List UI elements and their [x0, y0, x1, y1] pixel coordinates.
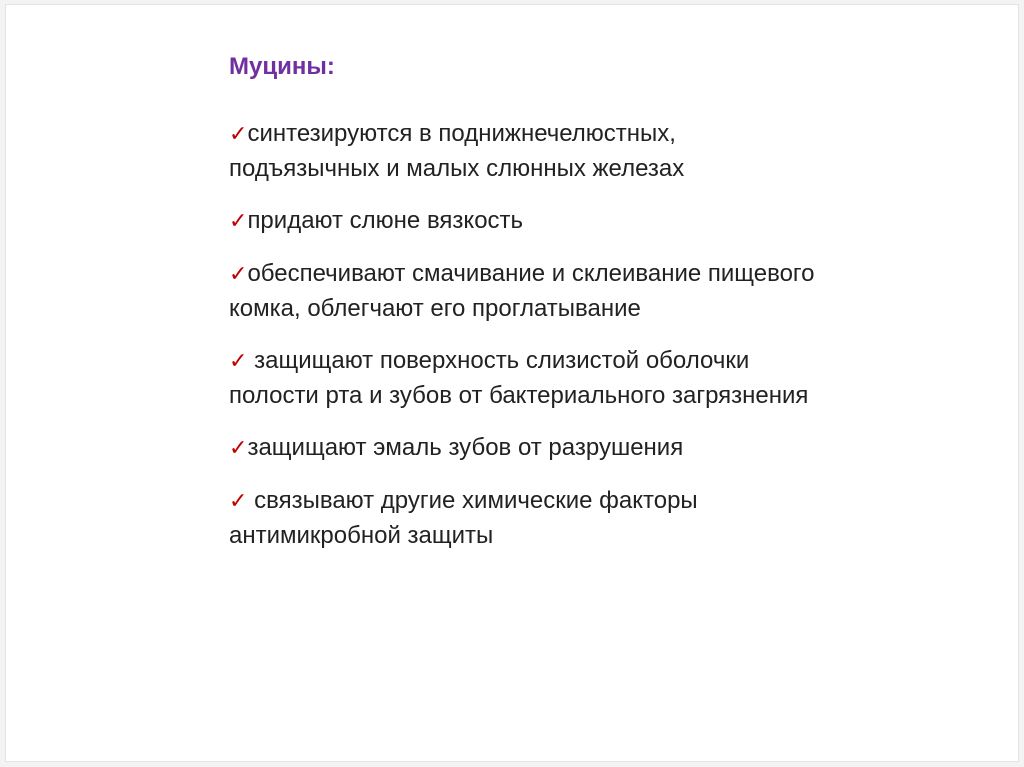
item-text: синтезируются в поднижнечелюстных, подъязычных и малых слюнных железах — [229, 120, 685, 182]
item-text: придают слюне вязкость — [247, 207, 524, 234]
check-icon: ✓ — [229, 122, 248, 147]
item-text: защищают эмаль зубов от разрушения — [247, 434, 684, 461]
list-item — [229, 204, 829, 239]
check-icon: ✓ — [229, 436, 248, 461]
bullet-list — [229, 117, 829, 553]
check-icon: ✓ — [229, 349, 248, 374]
check-icon: ✓ — [229, 489, 248, 514]
slide — [5, 4, 1019, 762]
slide-title: Муцины: — [229, 53, 335, 80]
check-icon: ✓ — [229, 209, 248, 234]
list-item — [229, 484, 829, 553]
item-text: связывают другие химические факторы антимикробной защиты — [229, 487, 698, 549]
list-item — [229, 431, 829, 466]
check-icon: ✓ — [229, 262, 248, 287]
list-item — [229, 117, 829, 186]
slide-content — [229, 52, 829, 571]
item-text: обеспечивают смачивание и склеивание пищевого комка, облегчают его проглатывание — [229, 260, 815, 322]
list-item — [229, 257, 829, 326]
list-item — [229, 344, 829, 413]
item-text: защищают поверхность слизистой оболочки полости рта и зубов от бактериального загрязнения — [229, 347, 809, 409]
